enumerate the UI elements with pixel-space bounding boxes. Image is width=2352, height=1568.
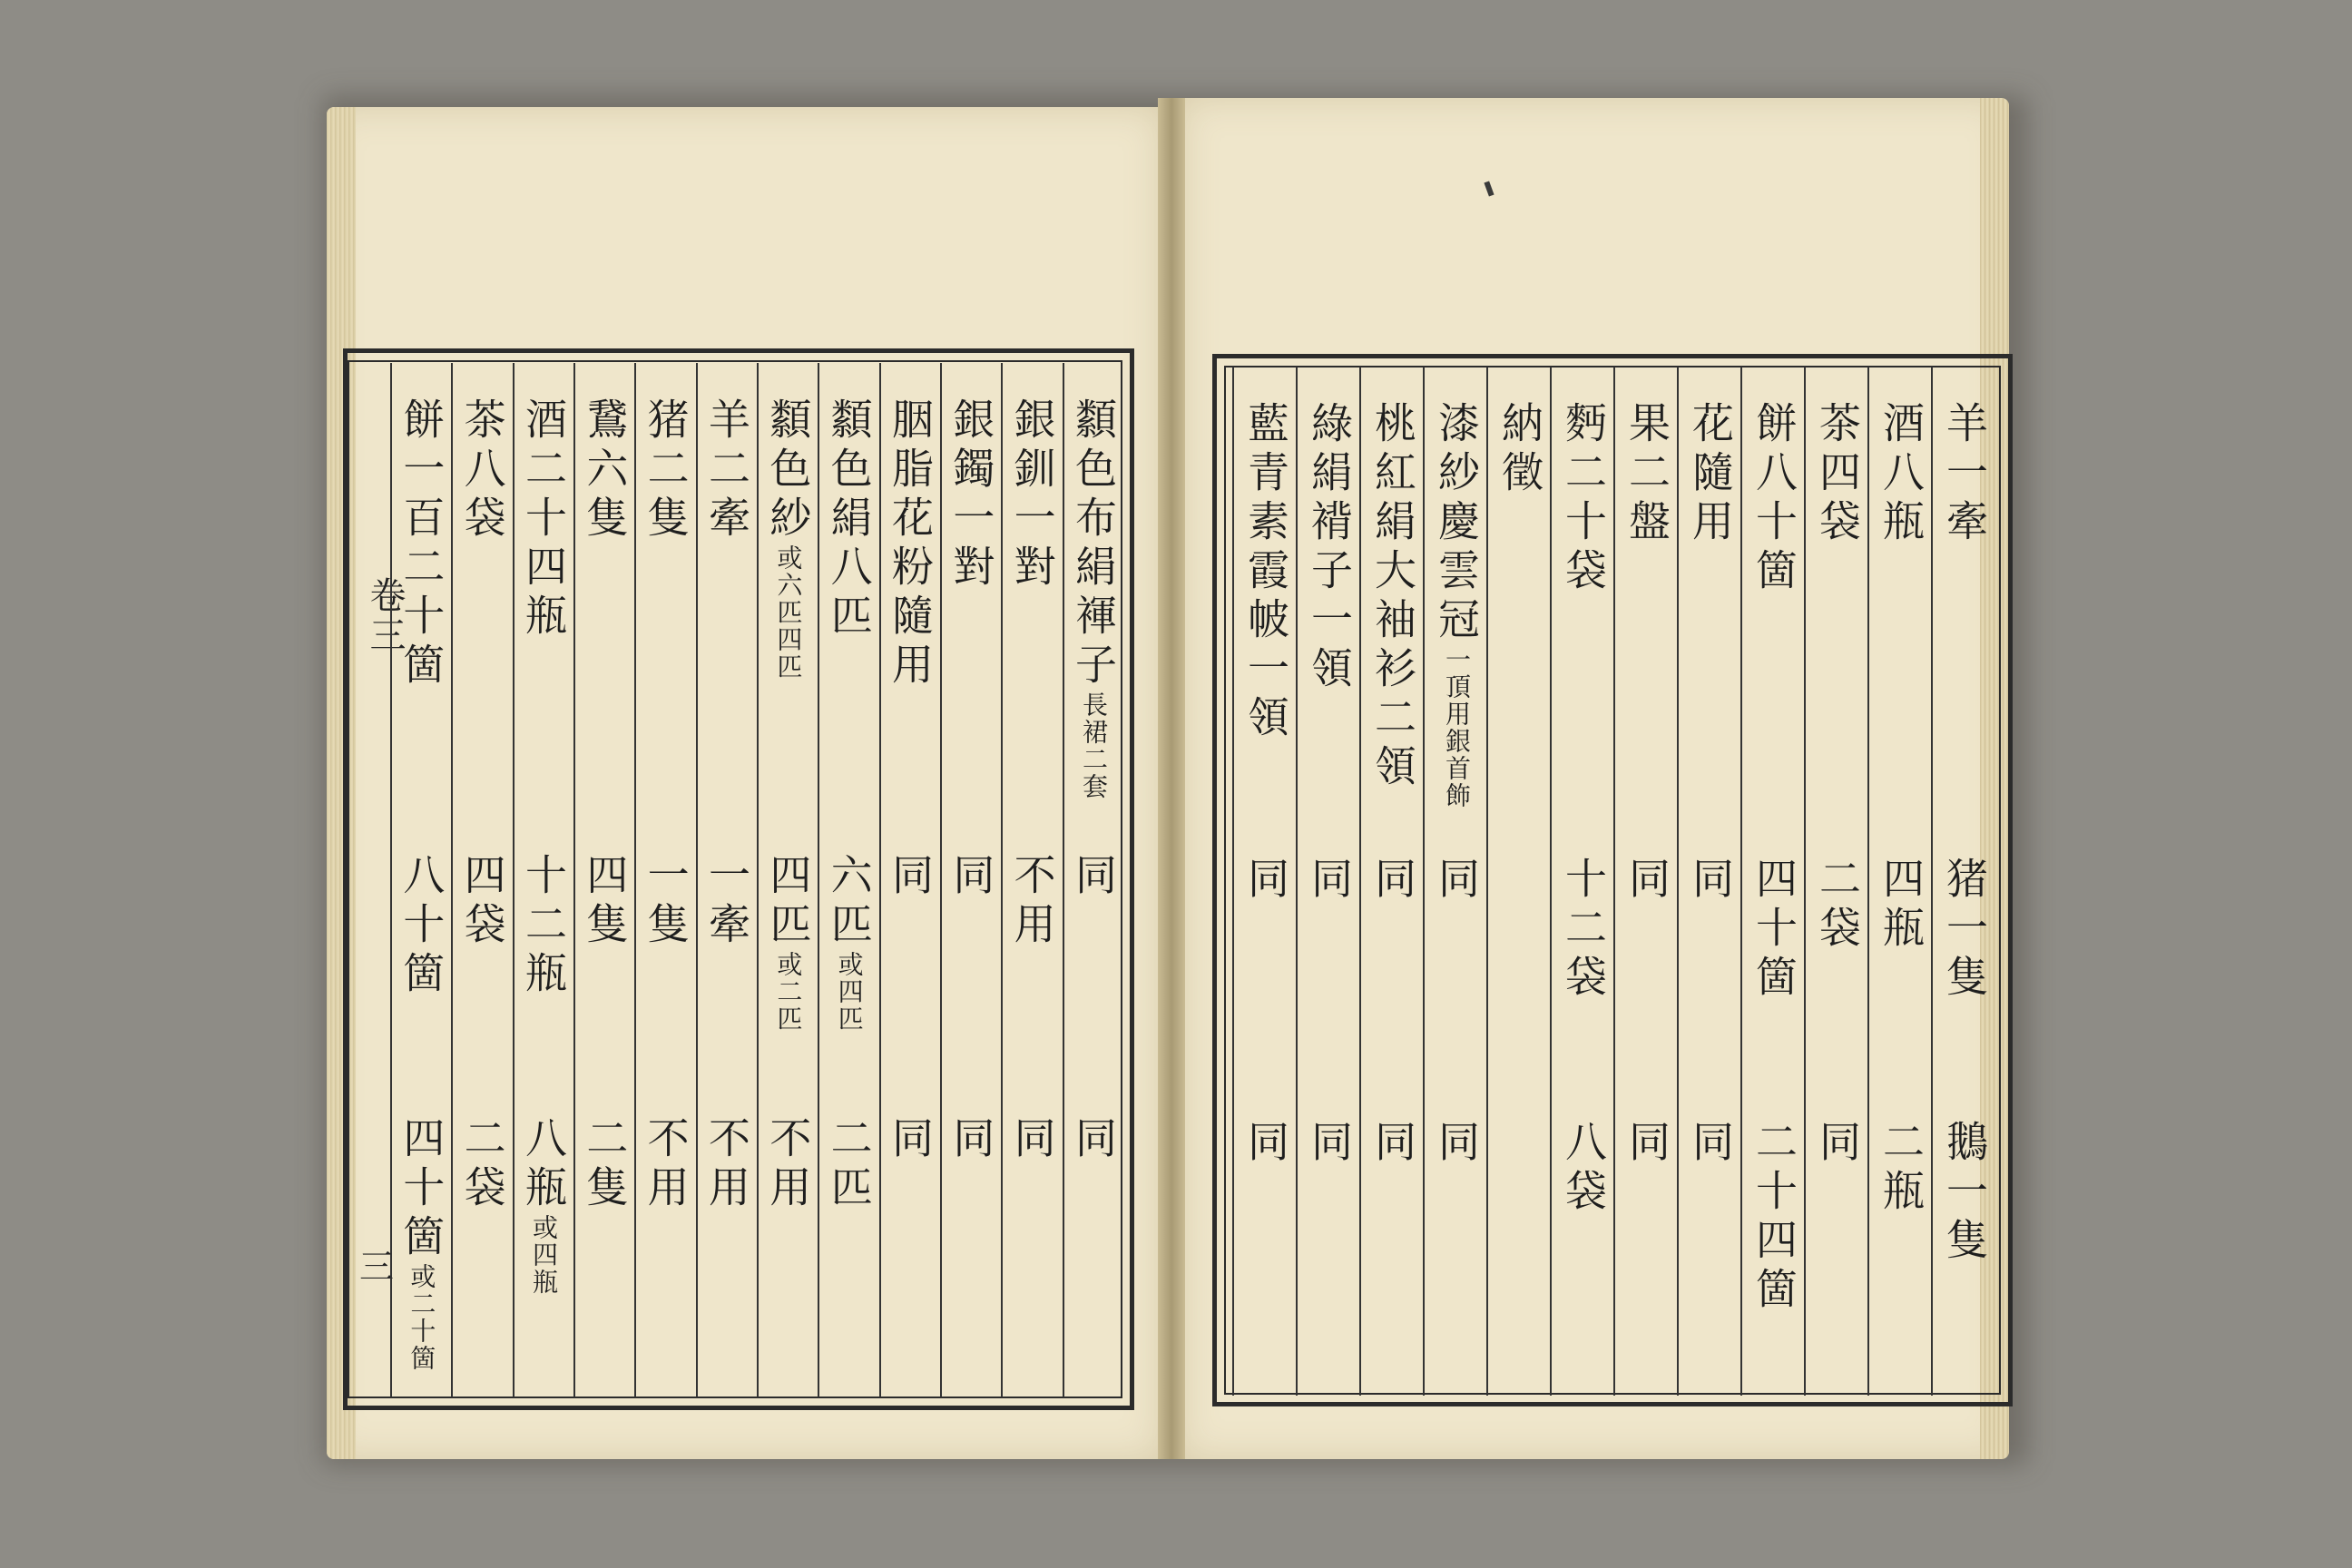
column-middle-text: 四匹或二匹 (763, 853, 813, 1033)
column-bottom-text: 同 (946, 1116, 996, 1165)
column-top-text: 銀鐲一對 (946, 397, 996, 593)
column-top-text: 茶八袋 (457, 397, 507, 544)
column-middle-text: 同 (946, 853, 996, 902)
column-middle-text: 四十箇 (1749, 857, 1798, 1004)
interlinear-note: 或二匹 (773, 951, 804, 1033)
column-middle-text: 同 (1686, 857, 1735, 906)
column-top-text: 藍青素霞帔一領 (1241, 401, 1290, 744)
right-column (1296, 367, 1359, 1396)
right-column (1232, 367, 1296, 1396)
column-bottom-text: 同 (1305, 1120, 1354, 1169)
column-top-text: 茶四袋 (1813, 401, 1862, 548)
column-top-text: 麪二十袋 (1559, 401, 1608, 597)
left-column (818, 363, 878, 1397)
right-column (1550, 367, 1613, 1396)
left-column (634, 363, 695, 1397)
column-top-text: 綠絹褙子一領 (1305, 401, 1354, 695)
column-bottom-text: 不用 (641, 1116, 691, 1214)
interlinear-note: 長裙二套 (1078, 691, 1109, 800)
column-middle-text: 一牽 (701, 853, 751, 951)
column-top-text: 纇色絹八匹 (824, 397, 874, 642)
column-bottom-text: 同 (1813, 1120, 1862, 1169)
column-top-text: 鵞六隻 (580, 397, 630, 544)
column-top-text: 酒八瓶 (1877, 401, 1926, 548)
left-column (451, 363, 512, 1397)
page-number: 三 (359, 1247, 395, 1287)
interlinear-note: 一頂用銀首飾 (1442, 646, 1472, 809)
column-middle-text: 八十箇 (397, 853, 446, 1000)
column-middle-text: 不用 (1007, 853, 1057, 951)
column-bottom-text: 鵝一隻 (1940, 1120, 1989, 1267)
interlinear-note: 或六匹四匹 (773, 544, 804, 681)
left-column (757, 363, 818, 1397)
column-top-text: 餅一百二十箇 (397, 397, 446, 691)
column-bottom-text: 同 (1007, 1116, 1057, 1165)
column-middle-text: 同 (1432, 857, 1481, 906)
column-top-text: 纇色紗或六匹四匹 (763, 397, 813, 681)
column-top-text: 花隨用 (1686, 401, 1735, 548)
column-bottom-text: 不用 (763, 1116, 813, 1214)
column-middle-text: 同 (1368, 857, 1417, 906)
column-middle-text: 一隻 (641, 853, 691, 951)
column-middle-text: 六匹或四匹 (824, 853, 874, 1033)
left-column (1063, 363, 1123, 1397)
column-middle-text: 同 (1622, 857, 1671, 906)
right-column (1804, 367, 1867, 1396)
column-top-text: 漆紗慶雲冠一頂用銀首飾 (1432, 401, 1481, 809)
left-column (513, 363, 573, 1397)
column-bottom-text: 同 (1368, 1120, 1417, 1169)
column-top-text: 酒二十四瓶 (518, 397, 568, 642)
column-bottom-text: 二袋 (457, 1116, 507, 1214)
right-column (1613, 367, 1677, 1396)
left-column (940, 363, 1001, 1397)
column-middle-text: 四瓶 (1877, 857, 1926, 955)
column-bottom-text: 同 (1686, 1120, 1735, 1169)
column-bottom-text: 不用 (701, 1116, 751, 1214)
column-top-text: 胭脂花粉隨用 (885, 397, 935, 691)
column-bottom-text: 同 (1241, 1120, 1290, 1169)
column-middle-text: 四袋 (457, 853, 507, 951)
column-middle-text: 十二袋 (1559, 857, 1608, 1004)
folio-volume-label: 卷三 (364, 576, 406, 656)
column-bottom-text: 二隻 (580, 1116, 630, 1214)
left-column (390, 363, 451, 1397)
column-top-text: 果二盤 (1622, 401, 1671, 548)
column-middle-text: 同 (1068, 853, 1118, 902)
column-bottom-text: 二瓶 (1877, 1120, 1926, 1218)
column-top-text: 猪二隻 (641, 397, 691, 544)
column-middle-text: 二袋 (1813, 857, 1862, 955)
right-column (1677, 367, 1740, 1396)
column-bottom-text: 同 (1068, 1116, 1118, 1165)
column-bottom-text: 八瓶或四瓶 (518, 1116, 568, 1296)
column-middle-text: 同 (885, 853, 935, 902)
right-column (1423, 367, 1486, 1396)
left-column (1001, 363, 1062, 1397)
column-middle-text: 十二瓶 (518, 853, 568, 1000)
left-column (573, 363, 634, 1397)
right-column (1931, 367, 1994, 1396)
column-bottom-text: 同 (1432, 1120, 1481, 1169)
column-top-text: 羊二牽 (701, 397, 751, 544)
column-bottom-text: 二十四箇 (1749, 1120, 1798, 1316)
column-top-text: 纇色布絹褌子長裙二套 (1068, 397, 1118, 800)
book-gutter (1158, 98, 1185, 1459)
right-column (1740, 367, 1804, 1396)
column-top-text: 桃紅絹大袖衫二領 (1368, 401, 1417, 793)
left-column (879, 363, 940, 1397)
interlinear-note: 或四瓶 (528, 1214, 559, 1296)
column-top-text: 餅八十箇 (1749, 401, 1798, 597)
column-bottom-text: 同 (885, 1116, 935, 1165)
column-middle-text: 同 (1305, 857, 1354, 906)
column-top-text: 納徵 (1495, 401, 1544, 499)
left-column (696, 363, 757, 1397)
column-middle-text: 同 (1241, 857, 1290, 906)
column-middle-text: 四隻 (580, 853, 630, 951)
column-middle-text: 猪一隻 (1940, 857, 1989, 1004)
interlinear-note: 或四匹 (834, 951, 865, 1033)
column-bottom-text: 四十箇或二十箇 (397, 1116, 446, 1372)
column-top-text: 羊一牽 (1940, 401, 1989, 548)
column-top-text: 銀釧一對 (1007, 397, 1057, 593)
column-bottom-text: 二匹 (824, 1116, 874, 1214)
right-column (1486, 367, 1550, 1396)
right-column (1867, 367, 1931, 1396)
column-bottom-text: 八袋 (1559, 1120, 1608, 1218)
interlinear-note: 或二十箇 (407, 1263, 437, 1372)
right-column (1359, 367, 1423, 1396)
column-bottom-text: 同 (1622, 1120, 1671, 1169)
